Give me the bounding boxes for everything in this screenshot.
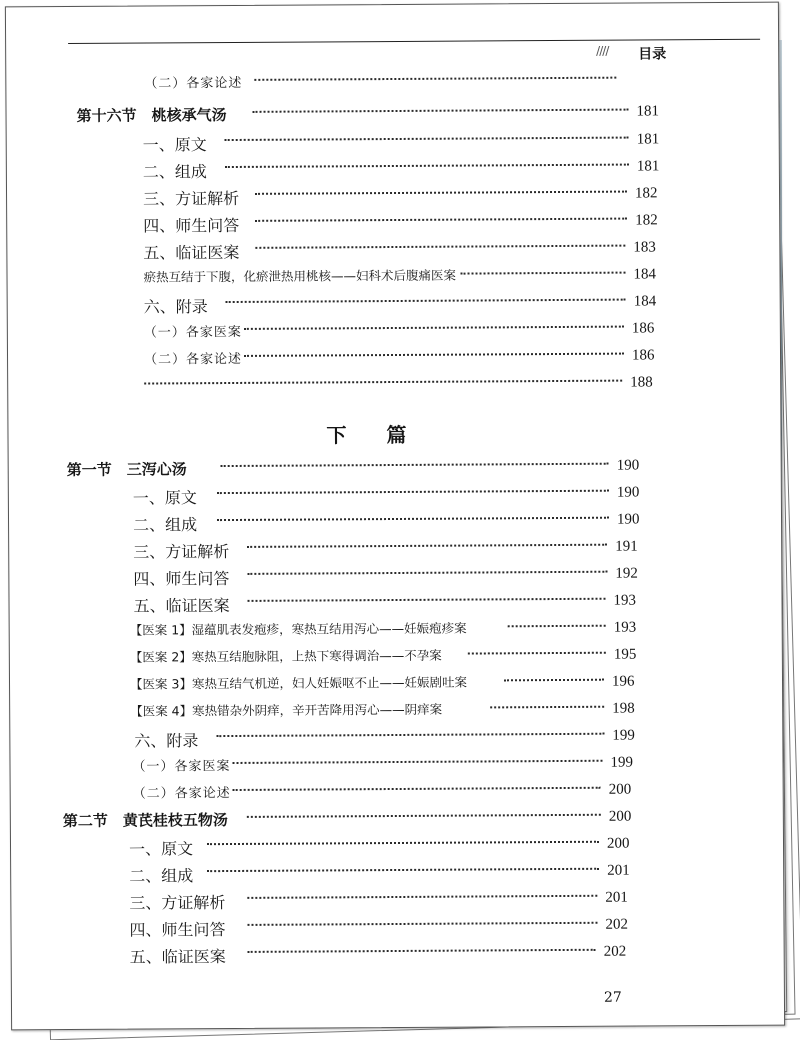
toc-leader-dots bbox=[247, 814, 601, 818]
toc-entry-title: 【医案 2】寒热互结胞脉阻，上热下寒得调治——不孕案 bbox=[129, 647, 442, 665]
toc-entry bbox=[11, 912, 783, 943]
toc-entry bbox=[10, 615, 782, 646]
toc-entry-title: （二）各家论述 bbox=[132, 786, 231, 802]
toc-entry bbox=[7, 235, 779, 266]
toc-entry bbox=[8, 316, 780, 347]
toc-page-number: 196 bbox=[611, 673, 635, 690]
toc-entry bbox=[7, 181, 779, 212]
toc-entry bbox=[11, 885, 783, 916]
toc-entry bbox=[7, 154, 779, 185]
toc-page-number: 201 bbox=[605, 889, 628, 906]
toc-entry-title: 五、临证医案 bbox=[143, 242, 240, 263]
toc-leader-dots bbox=[225, 164, 629, 168]
toc-entry-title: 二、组成 bbox=[142, 162, 207, 182]
toc-entry bbox=[10, 696, 782, 727]
toc-leader-dots bbox=[468, 652, 606, 655]
toc-leader-dots bbox=[232, 760, 602, 764]
toc-entry bbox=[10, 723, 782, 754]
toc-entry-title: 第十六节 桃核承气汤 bbox=[76, 106, 227, 125]
header-slashes: //// bbox=[596, 43, 609, 58]
toc-page-number: 181 bbox=[636, 158, 660, 175]
toc-entry bbox=[9, 561, 781, 592]
toc-leader-dots bbox=[508, 625, 606, 628]
toc-page-number: 182 bbox=[634, 185, 658, 202]
toc-page-number: 184 bbox=[633, 293, 657, 310]
toc-entry-title: 六、附录 bbox=[143, 297, 208, 317]
toc-page-number: 188 bbox=[630, 374, 653, 391]
toc-entry bbox=[8, 370, 780, 401]
toc-leader-dots bbox=[207, 841, 599, 845]
toc-leader-dots bbox=[253, 109, 629, 113]
toc-entry-title: 三、方证解析 bbox=[129, 893, 226, 913]
toc-entry-title: 五、临证医案 bbox=[133, 596, 230, 616]
toc-page-number: 198 bbox=[612, 700, 635, 717]
toc-entry-title: 一、原文 bbox=[132, 488, 197, 508]
toc-page bbox=[5, 2, 785, 1031]
toc-page-number: 181 bbox=[636, 131, 660, 148]
toc-page-number: 200 bbox=[608, 808, 632, 825]
toc-entry bbox=[10, 642, 782, 673]
toc-entry bbox=[12, 939, 784, 970]
toc-leader-dots bbox=[248, 949, 596, 953]
toc-entry bbox=[8, 343, 780, 374]
toc-entry bbox=[9, 480, 781, 511]
toc-entry-title: 三、方证解析 bbox=[133, 542, 230, 562]
toc-leader-dots bbox=[226, 299, 626, 303]
toc-page-number: 190 bbox=[616, 484, 640, 501]
toc-page-number: 190 bbox=[616, 457, 640, 474]
toc-page-number: 181 bbox=[636, 103, 660, 120]
toc-leader-dots bbox=[461, 272, 626, 275]
toc-page-number: 199 bbox=[612, 727, 635, 744]
toc-leader-dots bbox=[216, 733, 604, 737]
toc-leader-dots bbox=[255, 218, 627, 222]
toc-page-number: 200 bbox=[608, 781, 632, 798]
toc-entry bbox=[10, 669, 782, 700]
part-title: 下篇 bbox=[326, 422, 447, 448]
header-label: 目录 bbox=[638, 46, 667, 63]
toc-entry bbox=[9, 507, 781, 538]
toc-entry bbox=[7, 208, 779, 239]
toc-entry-title: 二、组成 bbox=[132, 515, 198, 535]
toc-entry-title: 四、师生问答 bbox=[133, 569, 230, 589]
toc-entry-title: （一）各家医案 bbox=[143, 324, 242, 341]
toc-entry-title: 二、组成 bbox=[129, 866, 194, 886]
toc-page-number: 190 bbox=[616, 511, 640, 528]
toc-entry-title: （一）各家医案 bbox=[132, 759, 231, 775]
toc-entry-title: 【医案 4】寒热错杂外阴痒，辛开苦降用泻心——阴痒案 bbox=[130, 701, 443, 719]
toc-leader-dots bbox=[233, 787, 601, 791]
toc-leader-dots bbox=[490, 706, 604, 709]
toc-entry bbox=[6, 67, 778, 98]
toc-page-number: 199 bbox=[610, 754, 634, 771]
toc-entry-title: （二）各家论述 bbox=[143, 351, 243, 368]
toc-page-number: 184 bbox=[633, 266, 657, 283]
toc-leader-dots bbox=[244, 353, 624, 357]
toc-page-number: 200 bbox=[606, 835, 630, 852]
toc-leader-dots bbox=[247, 544, 607, 548]
toc-entry bbox=[11, 777, 783, 808]
toc-entry-title: 五、临证医案 bbox=[129, 947, 226, 967]
toc-page-number: 193 bbox=[613, 592, 637, 609]
toc-leader-dots bbox=[207, 868, 599, 872]
toc-leader-dots bbox=[247, 922, 597, 926]
toc-page-number: 193 bbox=[613, 619, 637, 636]
toc-entry bbox=[11, 858, 783, 889]
toc-leader-dots bbox=[221, 463, 609, 467]
toc-entry-title: 六、附录 bbox=[134, 731, 199, 751]
toc-entry bbox=[7, 127, 779, 158]
toc-page-number: 186 bbox=[631, 347, 655, 364]
toc-page-number: 191 bbox=[615, 538, 638, 555]
toc-page-number: 195 bbox=[613, 646, 637, 663]
toc-leader-dots bbox=[247, 895, 597, 899]
footer-page-number: 27 bbox=[603, 989, 622, 1006]
toc-leader-dots bbox=[255, 245, 625, 249]
toc-entry bbox=[11, 831, 783, 862]
toc-leader-dots bbox=[248, 598, 606, 602]
toc-entry bbox=[11, 804, 783, 835]
toc-page-number: 201 bbox=[607, 862, 630, 879]
toc-leader-dots bbox=[504, 679, 604, 682]
toc-leader-dots bbox=[144, 380, 622, 385]
toc-entry-title: 四、师生问答 bbox=[143, 215, 240, 236]
toc-page-number: 186 bbox=[631, 320, 655, 337]
toc-leader-dots bbox=[244, 326, 624, 330]
toc-leader-dots bbox=[254, 77, 616, 81]
toc-entry bbox=[9, 453, 781, 484]
toc-page-number: 202 bbox=[603, 943, 627, 960]
toc-entry-title: 一、原文 bbox=[142, 135, 207, 155]
toc-entry bbox=[9, 588, 781, 619]
toc-entry bbox=[7, 262, 779, 293]
toc-leader-dots bbox=[225, 137, 629, 141]
toc-entry-title: （二）各家论述 bbox=[144, 75, 243, 92]
toc-entry-title: 第一节 三泻心汤 bbox=[66, 460, 187, 480]
toc-leader-dots bbox=[255, 191, 627, 195]
toc-entry-title: 第二节 黄芪桂枝五物汤 bbox=[62, 811, 228, 831]
toc-entry-title: 瘀热互结于下腹，化瘀泄热用桃核——妇科术后腹痛医案 bbox=[143, 267, 457, 285]
toc-entry-title: 四、师生问答 bbox=[129, 920, 226, 940]
toc-entry bbox=[6, 99, 778, 130]
toc-entry bbox=[9, 534, 781, 565]
toc-entry-title: 三、方证解析 bbox=[143, 188, 240, 209]
toc-page-number: 182 bbox=[635, 212, 658, 229]
toc-entry-title: 【医案 3】寒热互结气机逆，妇人妊娠呕不止——妊娠剧吐案 bbox=[129, 674, 467, 692]
toc-entry-title: 【医案 1】湿蕴肌表发疱疹，寒热互结用泻心——妊娠疱疹案 bbox=[129, 620, 467, 638]
toc-leader-dots bbox=[217, 517, 609, 521]
toc-leader-dots bbox=[247, 571, 607, 575]
toc-page-number: 192 bbox=[615, 565, 638, 582]
toc-leader-dots bbox=[217, 490, 609, 494]
toc-entry bbox=[10, 750, 782, 781]
toc-entry bbox=[8, 289, 780, 320]
toc-page-number: 202 bbox=[605, 916, 629, 933]
toc-page-number: 183 bbox=[633, 239, 656, 256]
toc-entry-title: 一、原文 bbox=[128, 839, 194, 859]
